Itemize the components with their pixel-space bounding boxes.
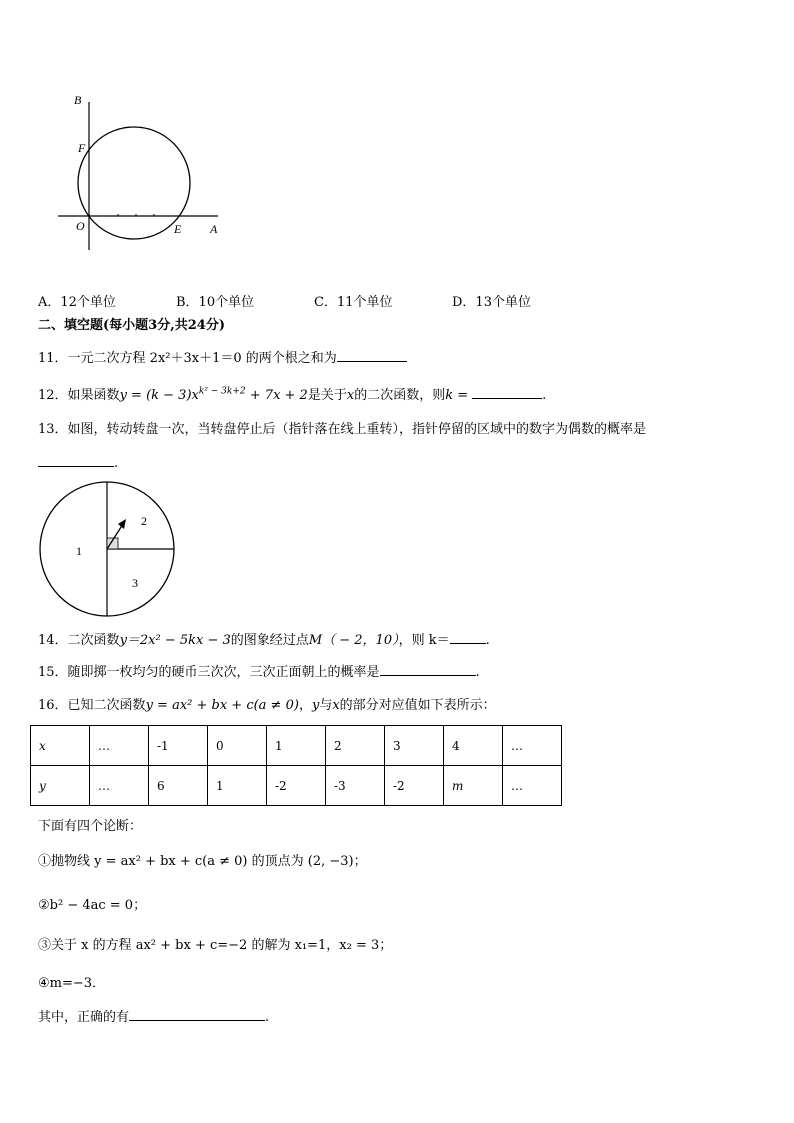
table-cell: 6 — [149, 766, 208, 806]
value-table — [30, 725, 562, 806]
q14-answer-blank — [450, 629, 486, 644]
q12-exponent: k² − 3k+2 — [198, 386, 246, 397]
q12-answer-blank — [472, 384, 542, 399]
q16-y-var: y — [311, 698, 320, 713]
table-cell: -2 — [267, 766, 326, 806]
q12-expr-tail: + 7x + 2 — [245, 388, 308, 403]
option-c: C．11个单位 — [314, 295, 393, 310]
q15-number: 15． — [38, 665, 68, 680]
q14-number: 14． — [38, 633, 68, 648]
q14-k-eq: ，则 k＝ — [398, 633, 450, 648]
q13-answer-blank — [38, 452, 114, 467]
q12-suffix: 的二次函数，则 — [354, 388, 446, 403]
region-2-label: 2 — [141, 514, 147, 528]
circle-axes-figure — [50, 90, 230, 250]
question-14 — [38, 629, 490, 650]
spinner-figure — [38, 480, 178, 620]
question-12 — [38, 384, 546, 405]
q15-answer-blank — [380, 661, 476, 676]
q13-answer-line — [38, 452, 118, 473]
table-cell: … — [90, 726, 149, 766]
q16-claim-4: ④m=−3． — [38, 976, 106, 991]
q15-text: 随即掷一枚均匀的硬币三次次，三次正面朝上的概率是 — [67, 665, 380, 680]
q12-k-eq: k = — [445, 388, 469, 403]
option-a: A．12个单位 — [38, 295, 116, 310]
q16-x-var: x — [332, 698, 340, 713]
q16-conclusion-line — [38, 1006, 269, 1027]
table-cell: 0 — [208, 726, 267, 766]
q14-mid: 的图象经过点 — [230, 633, 309, 648]
pointer-arrowhead — [118, 519, 126, 529]
q16-suffix-1: ， — [298, 698, 312, 713]
q11-answer-blank — [337, 347, 407, 362]
question-13 — [38, 421, 646, 439]
q16-prefix: 已知二次函数 — [67, 698, 146, 713]
q16-claim-3: ③关于 x 的方程 ax² + bx + c=−2 的解为 x₁=1，x₂ = 3； — [38, 938, 393, 953]
q13-end: . — [114, 456, 119, 471]
table-cell: x — [31, 726, 90, 766]
table-row-y — [31, 766, 562, 806]
table-cell: -1 — [149, 726, 208, 766]
q16-suffix-3: 的部分对应值如下表所示： — [339, 698, 496, 713]
q12-expr: y = (k − 3)x — [119, 388, 199, 403]
q13-number: 13． — [38, 422, 68, 437]
region-1-label: 1 — [76, 544, 82, 558]
question-11 — [38, 347, 407, 368]
table-cell: 1 — [208, 766, 267, 806]
table-cell: -2 — [385, 766, 444, 806]
table-cell: … — [503, 726, 562, 766]
label-o: O — [76, 219, 85, 233]
table-cell: y — [31, 766, 90, 806]
option-d: D．13个单位 — [452, 295, 531, 310]
table-cell: 2 — [326, 726, 385, 766]
q13-text: 如图，转动转盘一次，当转盘停止后（指针落在线上重转），指针停留的区域中的数字为偶数的概率是 — [67, 422, 647, 437]
table-cell: -3 — [326, 766, 385, 806]
label-e: E — [174, 222, 182, 236]
q11-text: 一元二次方程 2x²＋3x＋1＝0 的两个根之和为 — [67, 351, 337, 366]
q11-number: 11． — [38, 351, 68, 366]
q16-number: 16． — [38, 698, 68, 713]
table-cell: m — [444, 766, 503, 806]
table-cell: … — [503, 766, 562, 806]
q12-var: x — [346, 388, 355, 403]
q14-end: . — [485, 633, 490, 648]
label-f: F — [78, 141, 86, 155]
section-heading: 二、填空题(每小题3分,共24分) — [38, 318, 225, 333]
label-a: A — [210, 222, 218, 236]
q12-prefix: 如果函数 — [67, 388, 120, 403]
q14-text: 二次函数 — [67, 633, 120, 648]
table-cell: … — [90, 766, 149, 806]
option-b: B．10个单位 — [176, 295, 255, 310]
region-3-label: 3 — [132, 576, 138, 590]
q14-point: M（ − 2，10） — [308, 633, 399, 648]
q15-end: . — [475, 665, 480, 680]
q16-claim-1: ①抛物线 y = ax² + bx + c(a ≠ 0) 的顶点为 (2, −3)； — [38, 854, 367, 869]
question-16 — [38, 697, 496, 715]
q16-expr: y = ax² + bx + c(a ≠ 0) — [145, 698, 299, 713]
q16-intro: 下面有四个论断： — [38, 819, 143, 834]
table-row-x — [31, 726, 562, 766]
q12-number: 12． — [38, 388, 68, 403]
q12-middle: 是关于 — [307, 388, 347, 403]
q14-expr: y＝2x² − 5kx − 3 — [119, 633, 231, 648]
table-cell: 3 — [385, 726, 444, 766]
q16-conclusion: 其中，正确的有 — [38, 1010, 130, 1025]
q16-end: . — [265, 1010, 270, 1025]
label-b: B — [74, 93, 82, 107]
table-cell: 1 — [267, 726, 326, 766]
question-15 — [38, 661, 480, 682]
table-cell: 4 — [444, 726, 503, 766]
q12-end: . — [542, 388, 547, 403]
q16-answer-blank — [129, 1006, 265, 1021]
q16-suffix-2: 与 — [319, 698, 333, 713]
q16-claim-2: ②b² − 4ac = 0； — [38, 898, 147, 913]
